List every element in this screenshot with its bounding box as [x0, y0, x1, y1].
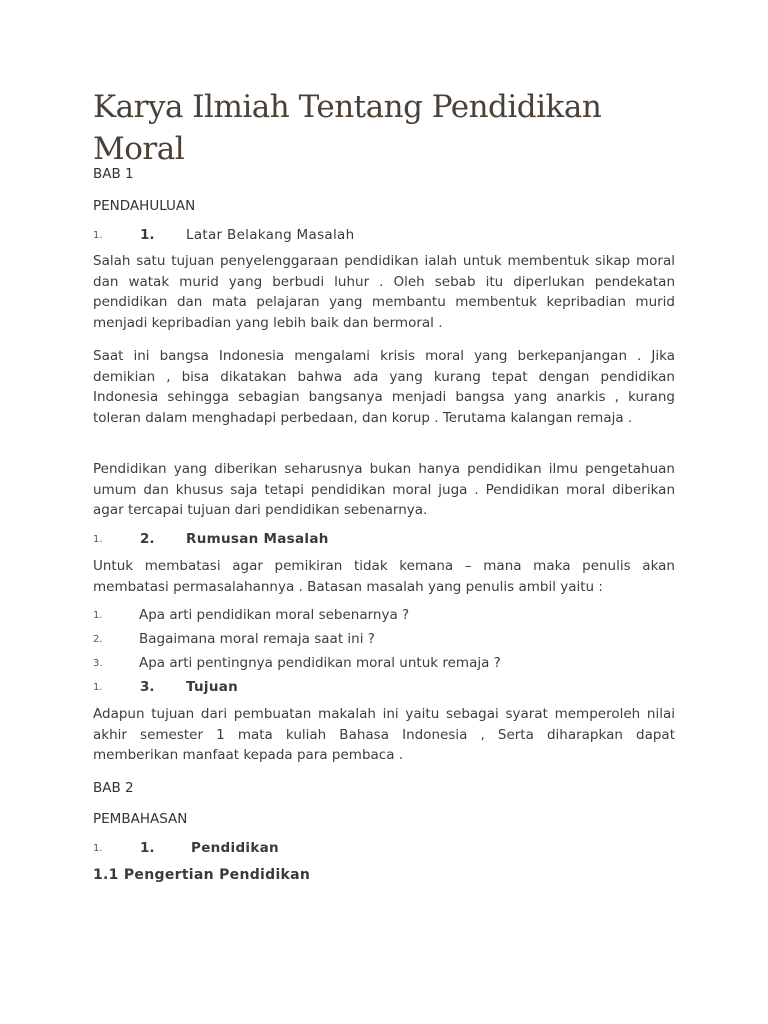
paragraph-4: Untuk membatasi agar pemikiran tidak kemana – mana maka penulis akan membatasi permasalahannya . Batasan masalah yang penulis ambil yaitu :	[93, 558, 675, 595]
subsection-heading: 1.1 Pengertian Pendidikan	[93, 867, 311, 883]
paragraph-3: Pendidikan yang diberikan seharusnya bukan hanya pendidikan ilmu pengetahuan umum dan khusus saja tetapi pendidikan moral juga . Pendidikan moral diberikan agar tercapai tujuan dari pendidikan sebenarnya.	[93, 461, 675, 519]
paragraph-2: Saat ini bangsa Indonesia mengalami krisis moral yang berkepanjangan . Jika demikian , bisa dikatakan bahwa ada yang kurang tepat dengan pendidikan Indonesia sehingga sebagian bangsanya menjadi bangsa yang anarkis , kurang toleran dalam menghadapi perbedaan, dan korup . Terutama kalangan remaja .	[93, 348, 675, 427]
section-title: Tujuan	[186, 679, 239, 695]
section-number: 1.	[140, 227, 155, 243]
list-marker: 1.	[93, 230, 103, 241]
list-item-text: Apa arti pentingnya pendidikan moral untuk remaja ?	[139, 655, 501, 671]
list-marker: 1.	[93, 534, 103, 545]
paragraph-5: Adapun tujuan dari pembuatan makalah ini yaitu sebagai syarat memperoleh nilai akhir semester 1 mata kuliah Bahasa Indonesia , Serta diharapkan dapat memberikan manfaat kepada para pembaca .	[93, 706, 675, 764]
list-marker: 1.	[93, 682, 103, 693]
section-number: 1.	[140, 840, 155, 856]
section-title: Rumusan Masalah	[186, 531, 329, 547]
list-marker: 2.	[93, 634, 103, 645]
list-marker: 1.	[93, 610, 103, 621]
document-title: Karya Ilmiah Tentang Pendidikan Moral	[93, 89, 602, 167]
bab-1-label: BAB 1	[93, 166, 134, 182]
pembahasan-heading: PEMBAHASAN	[93, 811, 188, 827]
paragraph-1: Salah satu tujuan penyelenggaraan pendidikan ialah untuk membentuk sikap moral dan watak murid yang berbudi luhur . Oleh sebab itu diperlukan pendekatan pendidikan dan mata pelajaran yang membantu membentuk kepribadian murid menjadi kepribadian yang lebih baik dan bermoral .	[93, 253, 675, 332]
section-number: 3.	[140, 679, 155, 695]
list-marker: 1.	[93, 843, 103, 854]
section-number: 2.	[140, 531, 155, 547]
section-title: Pendidikan	[191, 840, 279, 856]
bab-2-label: BAB 2	[93, 780, 134, 796]
section-title: Latar Belakang Masalah	[186, 227, 355, 243]
list-marker: 3.	[93, 658, 103, 669]
list-item-text: Apa arti pendidikan moral sebenarnya ?	[139, 607, 410, 623]
list-item-text: Bagaimana moral remaja saat ini ?	[139, 631, 375, 647]
pendahuluan-heading: PENDAHULUAN	[93, 198, 196, 214]
